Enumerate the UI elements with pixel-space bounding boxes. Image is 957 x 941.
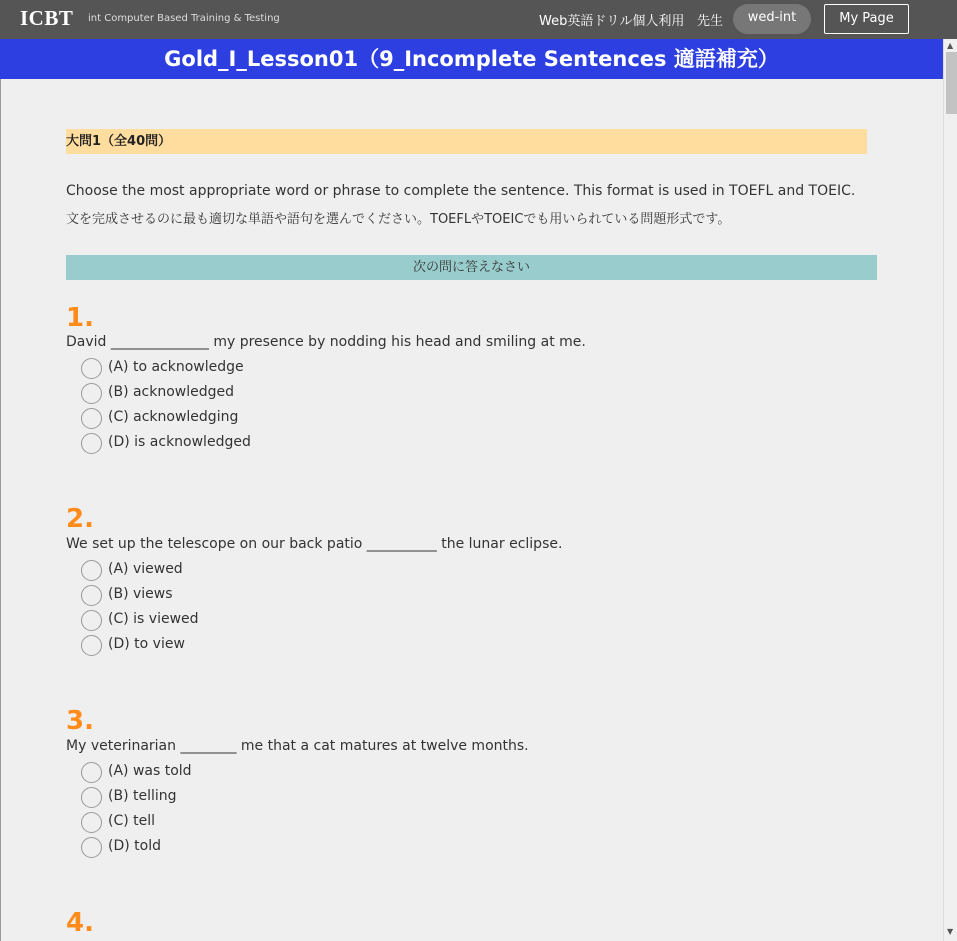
option-label[interactable]: (C) tell	[108, 813, 156, 829]
option-label[interactable]: (A) was told	[108, 763, 192, 779]
radio-button[interactable]	[81, 635, 102, 656]
page-title: Gold_I_Lesson01（9_Incomplete Sentences 適語補充）	[0, 39, 943, 79]
option-label[interactable]: (C) is viewed	[108, 611, 199, 627]
radio-button[interactable]	[81, 610, 102, 631]
option-label[interactable]: (D) is acknowledged	[108, 434, 251, 450]
answer-prompt-bar: 次の問に答えなさい	[66, 255, 877, 280]
logo[interactable]: ICBT	[20, 6, 74, 30]
radio-button[interactable]	[81, 433, 102, 454]
question-number: 3.	[66, 706, 94, 736]
role-label: 先生	[697, 14, 724, 29]
instruction-english: Choose the most appropriate word or phrase to complete the sentence. This format is used in TOEFL and TOEIC.	[66, 183, 856, 199]
radio-button[interactable]	[81, 408, 102, 429]
radio-button[interactable]	[81, 837, 102, 858]
question-text: David ______________ my presence by nodding his head and smiling at me.	[66, 334, 586, 350]
option-label[interactable]: (B) views	[108, 586, 173, 602]
radio-button[interactable]	[81, 560, 102, 581]
question-number: 2.	[66, 504, 94, 534]
option-label[interactable]: (B) telling	[108, 788, 177, 804]
logo-subtitle: int Computer Based Training & Testing	[88, 13, 280, 24]
left-border	[0, 79, 1, 941]
option-label[interactable]: (A) viewed	[108, 561, 183, 577]
radio-button[interactable]	[81, 812, 102, 833]
section-heading	[66, 129, 867, 154]
option-label[interactable]: (D) told	[108, 838, 161, 854]
scrollbar[interactable]	[943, 39, 957, 941]
radio-button[interactable]	[81, 383, 102, 404]
option-label[interactable]: (C) acknowledging	[108, 409, 239, 425]
question-number: 4.	[66, 908, 94, 938]
scroll-down-icon[interactable]: ▼	[947, 927, 954, 936]
question-number: 1.	[66, 303, 94, 333]
radio-button[interactable]	[81, 762, 102, 783]
radio-button[interactable]	[81, 585, 102, 606]
radio-button[interactable]	[81, 787, 102, 808]
option-label[interactable]: (D) to view	[108, 636, 185, 652]
user-badge[interactable]: wed-int	[733, 4, 811, 34]
question-text: My veterinarian ________ me that a cat matures at twelve months.	[66, 738, 529, 754]
scroll-up-icon[interactable]: ▲	[947, 41, 954, 50]
plan-label: Web英語ドリル個人利用	[539, 14, 685, 29]
instruction-japanese: 文を完成させるのに最も適切な単語や語句を選んでください。TOEFLやTOEICでも用いられている問題形式です。	[66, 212, 731, 227]
question-text: We set up the telescope on our back patio __________ the lunar eclipse.	[66, 536, 563, 552]
section-heading-label: 大問1（全40問）	[66, 134, 172, 149]
scroll-thumb[interactable]	[946, 52, 957, 114]
option-label[interactable]: (A) to acknowledge	[108, 359, 244, 375]
option-label[interactable]: (B) acknowledged	[108, 384, 235, 400]
top-bar	[0, 0, 957, 39]
radio-button[interactable]	[81, 358, 102, 379]
my-page-button[interactable]: My Page	[824, 4, 909, 34]
